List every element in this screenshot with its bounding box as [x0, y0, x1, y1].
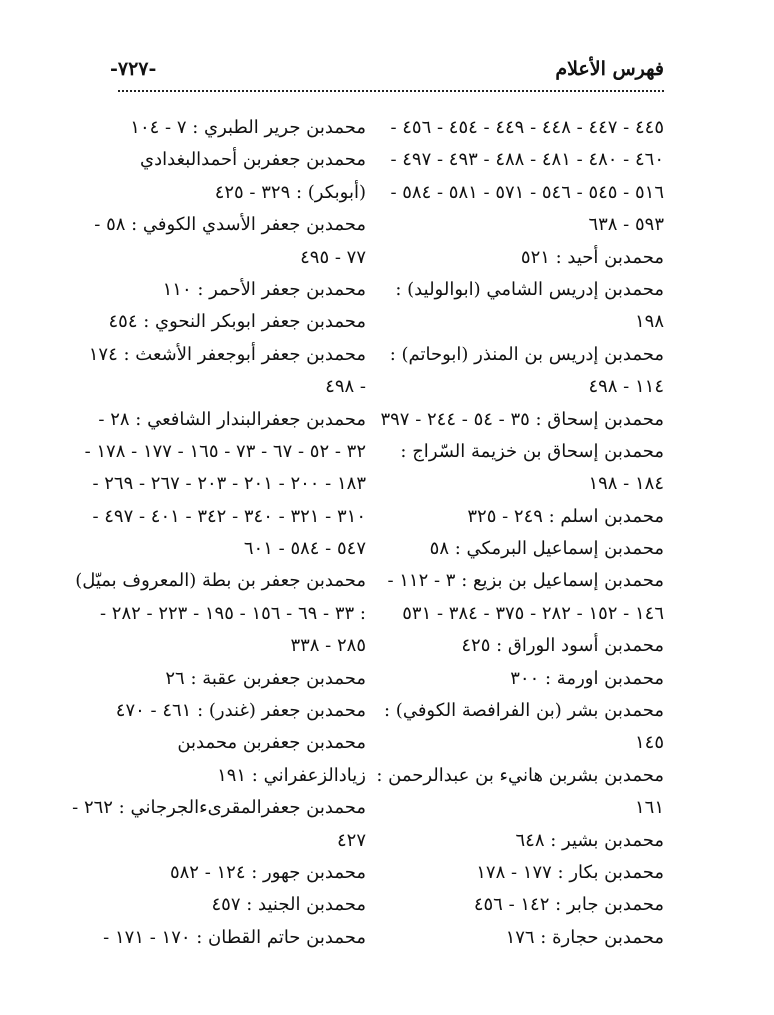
index-entry-line: محمدبن اسلم : ٢٤٩ - ٣٢٥ [467, 505, 664, 527]
index-entry-line: ١٦١ [634, 797, 664, 819]
index-entry-line: محمدبن أسود الوراق : ٤٢٥ [461, 635, 664, 657]
index-entry-line: ٤٦٠ - ٤٨٠ - ٤٨١ - ٤٨٨ - ٤٩٣ - ٤٩٧ - [390, 149, 664, 171]
header-dotted-rule [118, 90, 664, 92]
index-entry-line: محمدبن جعفربن أحمدالبغدادي [140, 149, 366, 171]
index-entry-line: (أبوبكر) : ٣٢٩ - ٤٢٥ [214, 181, 366, 203]
index-entry-line: محمدبن بشربن هانيء بن عبدالرحمن : [376, 764, 664, 786]
index-entry-line: محمدبن جعفر أبوجعفر الأشعث : ١٧٤ [88, 343, 366, 365]
index-entry-line: ١٨٣ - ٢٠٠ - ٢٠١ - ٢٠٣ - ٢٦٧ - ٢٦٩ - [92, 473, 366, 495]
index-entry-line: ٥١٦ - ٥٤٥ - ٥٤٦ - ٥٧١ - ٥٨١ - ٥٨٤ - [390, 181, 664, 203]
index-entry-line: محمدبن إسماعيل البرمكي : ٥٨ [429, 538, 664, 560]
index-column-left [72, 112, 366, 954]
index-entry-line: محمدبن أحيد : ٥٢١ [520, 246, 664, 268]
index-entry-line: ١٤٦ - ١٥٢ - ٢٨٢ - ٣٧٥ - ٣٨٤ - ٥٣١ [402, 602, 664, 624]
index-entry-line: ٤٤٥ - ٤٤٧ - ٤٤٨ - ٤٤٩ - ٤٥٤ - ٤٥٦ - [390, 117, 664, 138]
index-entry-line: محمدبن حاتم القطان : ١٧٠ - ١٧١ - [103, 926, 366, 948]
index-entry-line: ٤٢٧ [336, 829, 366, 851]
index-entry-line: محمدبن حجارة : ١٧٦ [505, 926, 664, 948]
index-entry-line: ١٤٥ [634, 732, 664, 754]
index-entry-line: محمدبن جرير الطبري : ٧ - ١٠٤ [130, 117, 366, 138]
index-entry-line: ٣٢ - ٥٢ - ٦٧ - ٧٣ - ١٦٥ - ١٧٧ - ١٧٨ - [84, 440, 366, 462]
index-column-right [376, 112, 664, 954]
index-entry-line: محمدبن إسحاق : ٣٥ - ٥٤ - ٢٤٤ - ٣٩٧ [380, 408, 664, 430]
index-entry-line: محمدبن بشير : ٦٤٨ [515, 829, 664, 851]
index-entry-line: : ٣٣ - ٦٩ - ١٥٦ - ١٩٥ - ٢٢٣ - ٢٨٢ - [99, 602, 366, 624]
index-entry-line: محمدبن الجنيد : ٤٥٧ [211, 894, 366, 916]
index-entry-line: محمدبن جعفرالمقرىءالجرجاني : ٢٦٢ - [72, 797, 366, 819]
index-entry-line: محمدبن إسماعيل بن بزيع : ٣ - ١١٢ - [387, 570, 664, 592]
index-entry-line: ٢٨٥ - ٣٣٨ [290, 635, 366, 657]
index-entry-line: ١١٤ - ٤٩٨ [588, 376, 664, 398]
index-entry-line: ٧٧ - ٤٩٥ [300, 246, 366, 268]
index-entry-line: محمدبن جعفر الأسدي الكوفي : ٥٨ - [94, 214, 366, 236]
index-entry-line: محمدبن إسحاق بن خزيمة السّراج : [400, 440, 664, 462]
index-entry-line: ١٨٤ - ١٩٨ [588, 473, 664, 495]
index-entry-line: ٣١٠ - ٣٢١ - ٣٤٠ - ٣٤٢ - ٤٠١ - ٤٩٧ - [92, 505, 366, 527]
index-entry-line: محمدبن إدريس بن المنذر (ابوحاتم) : [389, 343, 664, 365]
index-entry-line: محمدبن جعفر ابوبكر النحوي : ٤٥٤ [108, 311, 366, 333]
index-entry-line: محمدبن جهور : ١٢٤ - ٥٨٢ [169, 861, 366, 883]
index-entry-line: محمدبن جعفر (غندر) : ٤٦١ - ٤٧٠ [115, 700, 366, 722]
index-entry-line: محمدبن جعفربن محمدبن [177, 732, 366, 754]
index-entry-line: محمدبن جعفر بن بطة (المعروف بميّل) [75, 570, 366, 592]
index-entry-line: ٥٤٧ - ٥٨٤ - ٦٠١ [243, 538, 366, 560]
index-entry-line: محمدبن اورمة : ٣٠٠ [510, 667, 664, 689]
index-entry-line: ٥٩٣ - ٦٣٨ [588, 214, 664, 236]
index-entry-line: محمدبن بكار : ١٧٧ - ١٧٨ [476, 861, 664, 883]
page-number: -٧٢٧- [110, 58, 157, 80]
page-header [110, 58, 664, 88]
index-entry-line: محمدبن إدريس الشامي (ابوالوليد) : [395, 278, 664, 300]
page-title: فهرس الأعلام [555, 58, 664, 80]
index-entry-line: محمدبن بشر (بن الفرافصة الكوفي) : [384, 700, 664, 722]
index-entry-line: - ٤٩٨ [325, 376, 366, 398]
index-entry-line: محمدبن جعفر الأحمر : ١١٠ [162, 278, 366, 300]
index-entry-line: ١٩٨ [634, 311, 664, 333]
index-entry-line: زيادالزعفراني : ١٩١ [217, 764, 366, 786]
index-entry-line: محمدبن جعفربن عقبة : ٢٦ [165, 667, 366, 689]
index-entry-line: محمدبن جعفرالبندار الشافعي : ٢٨ - [98, 408, 366, 430]
index-entry-line: محمدبن جابر : ١٤٢ - ٤٥٦ [473, 894, 664, 916]
